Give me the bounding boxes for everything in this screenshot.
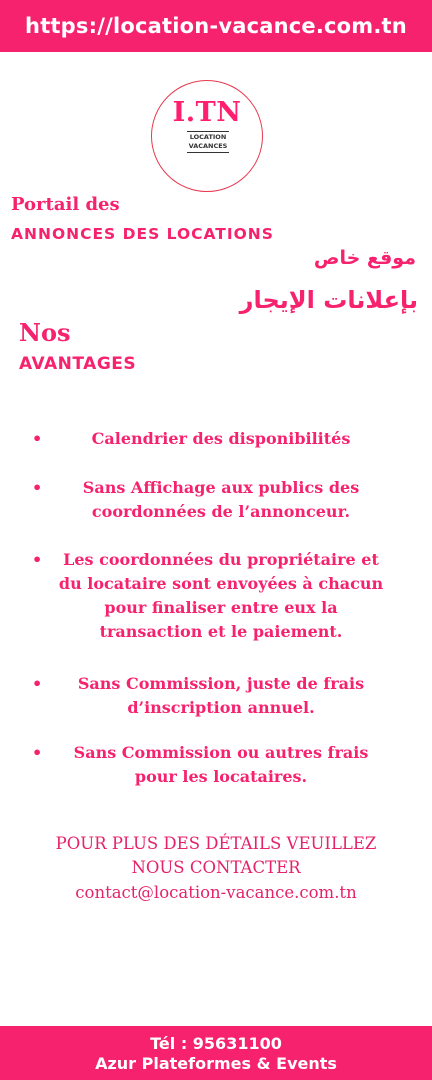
advantage-item — [20, 548, 422, 644]
advantage-line: Calendrier des disponibilités — [91, 429, 351, 448]
intro-heading-1: Portail des — [11, 194, 120, 215]
advantage-line: Sans Commission, juste de frais — [77, 674, 365, 693]
advantage-line: du locataire sont envoyées à chacun — [58, 574, 384, 593]
site-url-link[interactable]: https://location-vacance.com.tn — [25, 14, 407, 38]
contact-line-1: POUR PLUS DES DÉTAILS VEUILLEZ — [55, 834, 377, 853]
advantage-line: Sans Commission ou autres frais — [73, 743, 369, 762]
logo-sub-line-2: VACANCES — [188, 142, 228, 150]
section-title-avantages: AVANTAGES — [19, 354, 137, 374]
bullet-icon: • — [32, 743, 43, 762]
header-url-bar — [0, 0, 432, 52]
bullet-icon: • — [32, 550, 43, 569]
intro-heading-2: ANNONCES DES LOCATIONS — [11, 225, 274, 243]
advantage-line: Les coordonnées du propriétaire et — [63, 550, 379, 569]
bullet-icon: • — [32, 478, 43, 497]
advantage-item — [20, 672, 422, 720]
footer-company: Azur Plateformes & Events — [95, 1054, 337, 1073]
advantage-line: coordonnées de l’annonceur. — [91, 502, 351, 521]
advantage-item — [20, 476, 422, 524]
intro-arabic-2: بإعلانات الإيجار — [239, 286, 418, 314]
advantage-line: pour les locataires. — [134, 767, 308, 786]
logo-subtitle — [187, 131, 229, 153]
bullet-icon: • — [32, 429, 43, 448]
advantage-item — [20, 427, 422, 451]
advantage-item — [20, 741, 422, 789]
advantage-line: d’inscription annuel. — [127, 698, 315, 717]
section-title-nos: Nos — [19, 318, 71, 347]
advantage-line: pour finaliser entre eux la — [104, 598, 338, 617]
contact-line-2: NOUS CONTACTER — [131, 858, 301, 877]
logo-sub-line-1: LOCATION — [189, 133, 227, 141]
logo-main-text: I.TN — [172, 97, 242, 128]
footer-bar — [0, 1026, 432, 1080]
advantage-line: Sans Affichage aux publics des — [82, 478, 360, 497]
footer-phone[interactable]: Tél : 95631100 — [150, 1034, 282, 1053]
advantage-line: transaction et le paiement. — [99, 622, 343, 641]
contact-email-link[interactable]: contact@location-vacance.com.tn — [75, 883, 357, 902]
brand-logo — [151, 80, 263, 192]
bullet-icon: • — [32, 674, 43, 693]
intro-arabic-1: موقع خاص — [313, 247, 416, 269]
